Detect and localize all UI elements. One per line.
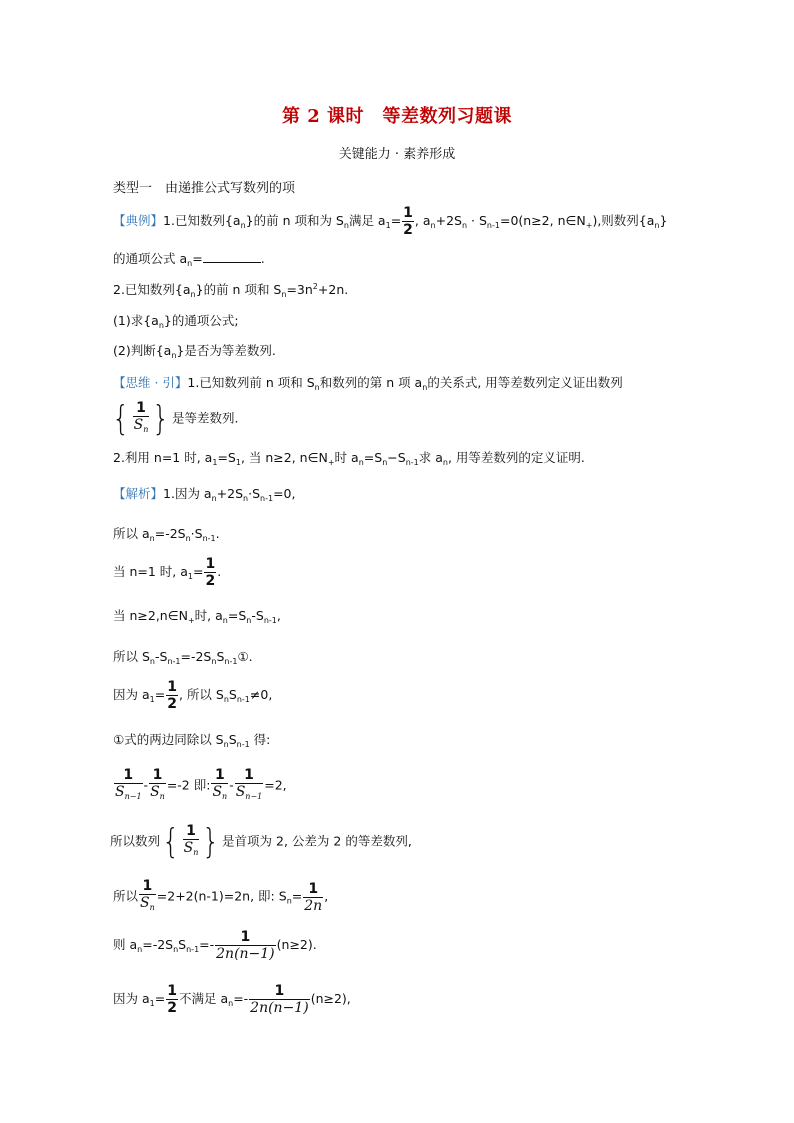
solution-line-5: 所以 $S_n-S_{n-1}=-2S_nS_{n-1}①$. (113, 649, 253, 666)
solution-line-11: 则 $a_n=-2S_nS_{n-1}=-$ $\frac{1}{2n(n-1)}$ (n≥2). (113, 929, 317, 962)
answer-blank[interactable] (203, 250, 261, 263)
solution-tag: 【解析】 (113, 486, 164, 501)
solution-line-4: 当 $n\ge 2,n\in N_+$时, $a_n=S_n-S_{n-1}$, (113, 608, 281, 625)
example-tag: 【典例】 (113, 213, 164, 228)
solution-line-10: 所以 $\frac{1}{S_n}$ =2+2(n-1)=2n, 即: $S_n=$ $\frac{1}{2n}$ , (113, 878, 328, 916)
type-heading: 类型一 由递推公式写数列的项 (113, 181, 296, 196)
example-question-1-line-2: 的通项公式 $a_n=$ . (113, 251, 265, 268)
solution-line-2: 所以 $a_n=-2S_n\cdot S_{n-1}$. (113, 526, 220, 543)
page-subtitle: 关键能力 · 素养形成 (338, 147, 456, 162)
example-question-1: 【典例】1.已知数列$\{a_n\}$的前 n 项和为 $S_n$满足 $a_1=$ $\frac{1}{2}$ , $a_n+2S_n \cdot S_{n-1}=0(n\ge 2$, $n\in N_+$),则数列$\{a_n\}$ (113, 205, 668, 238)
example-question-2-part-2: (2)判断$\{a_n\}$是否为等差数列. (113, 343, 276, 360)
example-question-2-part-1: (1)求$\{a_n\}$的通项公式; (113, 313, 239, 330)
solution-line-6: 因为 $a_1=$ $\frac{1}{2}$ , 所以 $S_nS_{n-1}\ne 0$, (113, 679, 273, 712)
thinking-line-2: { $\frac{1}{S_n}$ } 是等差数列. (112, 399, 239, 439)
thinking-line-1: 【思维 · 引】1.已知数列前 n 项和 $S_n$和数列的第 n 项 $a_n$的关系式, 用等差数列定义证出数列 (113, 375, 623, 392)
solution-line-12: 因为 $a_1=$ $\frac{1}{2}$ 不满足 $a_n=-$ $\frac{1}{2n(n-1)}$ (n≥2), (113, 983, 351, 1016)
thinking-tag: 【思维 · 引】 (113, 375, 188, 390)
solution-line-1: 【解析】1.因为 $a_n+2S_n\cdot S_{n-1}=0$, (113, 486, 296, 503)
solution-line-7: ①式的两边同除以 $S_nS_{n-1}$ 得: (113, 732, 271, 749)
fraction-one-half: $\frac{1}{2}$ (403, 205, 413, 238)
solution-line-3: 当 n=1 时, $a_1=$ $\frac{1}{2}$ . (113, 556, 222, 589)
page-title: 第 2 课时 等差数列习题课 (281, 106, 513, 127)
solution-line-8: $\frac{1}{S_{n-1}}$ - $\frac{1}{S_n}$ =-2 即: $\frac{1}{S_n}$ - $\frac{1}{S_{n-1}}$ =2, (113, 767, 287, 805)
solution-line-9: 所以数列{ $\frac{1}{S_n}$ } 是首项为 2, 公差为 2 的等差数列, (110, 822, 412, 862)
thinking-line-3: 2.利用 n=1 时, $a_1=S_1$, 当 n≥2, $n\in N_+$时 $a_n=S_n-S_{n-1}$求 $a_n$, 用等差数列的定义证明. (113, 450, 585, 467)
example-question-2: 2.已知数列$\{a_n\}$的前 n 项和 $S_n=3n^2+2n$. (113, 282, 349, 299)
